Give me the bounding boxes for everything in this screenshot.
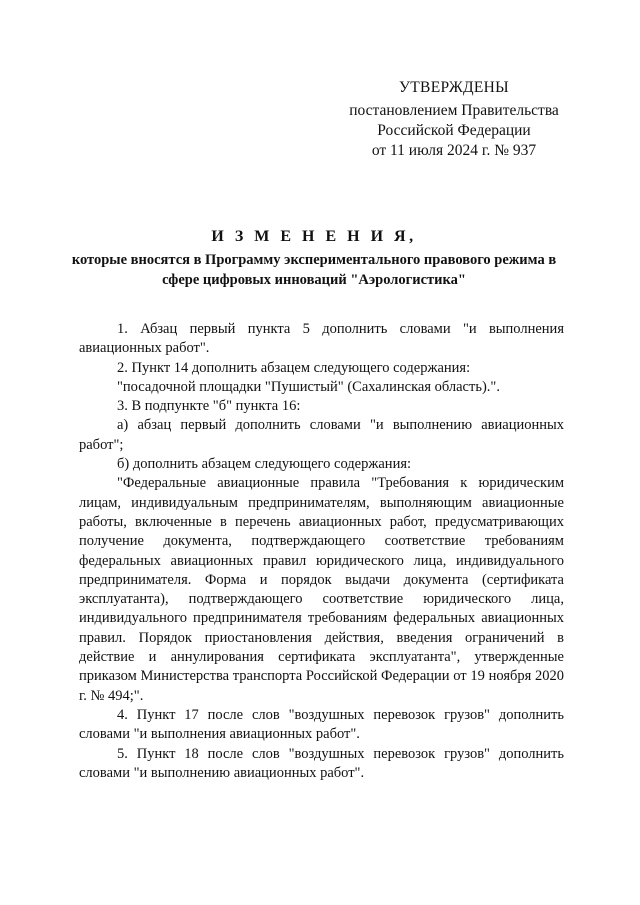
paragraph-2: 2. Пункт 14 дополнить абзацем следующего содержания: (117, 359, 471, 376)
approval-heading: УТВЕРЖДЕНЫ (399, 79, 509, 96)
paragraph-1: 1. Абзац первый пункта 5 дополнить словами "и выполнения авиационных работ". (79, 321, 564, 357)
approval-line-1: постановлением Правительства (349, 102, 559, 119)
document-body (79, 320, 564, 783)
paragraph-5: а) абзац первый дополнить словами "и выполнению авиационных работ"; (79, 417, 564, 453)
paragraph-6: б) дополнить абзацем следующего содержания: (117, 456, 412, 473)
approval-stamp (340, 78, 568, 161)
paragraph-4: 3. В подпункте "б" пункта 16: (117, 398, 301, 415)
document-subtitle: которые вносятся в Программу экспериментального правового режима в сфере цифровых инноваций "Аэрологистика" (71, 252, 557, 288)
paragraph-9: 5. Пункт 18 после слов "воздушных перевозок грузов" дополнить словами "и выполнению авиационных работ". (79, 745, 564, 781)
paragraph-3: "посадочной площадки "Пушистый" (Сахалинская область).". (117, 378, 500, 395)
document-title-block (60, 226, 568, 290)
approval-line-3: от 11 июля 2024 г. № 937 (371, 142, 537, 159)
paragraph-8: 4. Пункт 17 после слов "воздушных перевозок грузов" дополнить словами "и выполнения авиационных работ". (79, 706, 564, 743)
document-title: И З М Е Н Е Н И Я, (211, 228, 417, 245)
approval-line-2: Российской Федерации (377, 122, 531, 139)
paragraph-7: "Федеральные авиационные правила "Требования к юридическим лицам, индивидуальным предпринимателям, выполняющим авиационные работы, включенные в перечень авиационных работ, предусматривающих получение документа, подтверждающего соответствие требованиям федеральных авиационных правил юридического лица, индивидуального предпринимателя. Форма и порядок выдачи документа (сертификата эксплуатанта), подтверждающего соответствие юридического лица, индивидуального предпринимателя требованиям федеральных авиационных правил. Порядок приостановления действия, введения ограничений в действие и аннулирования сертификата эксплуатанта", утвержденные приказом Министерства транспорта Российской Федерации от 19 ноября 2020 г. № 494;". (79, 475, 564, 704)
